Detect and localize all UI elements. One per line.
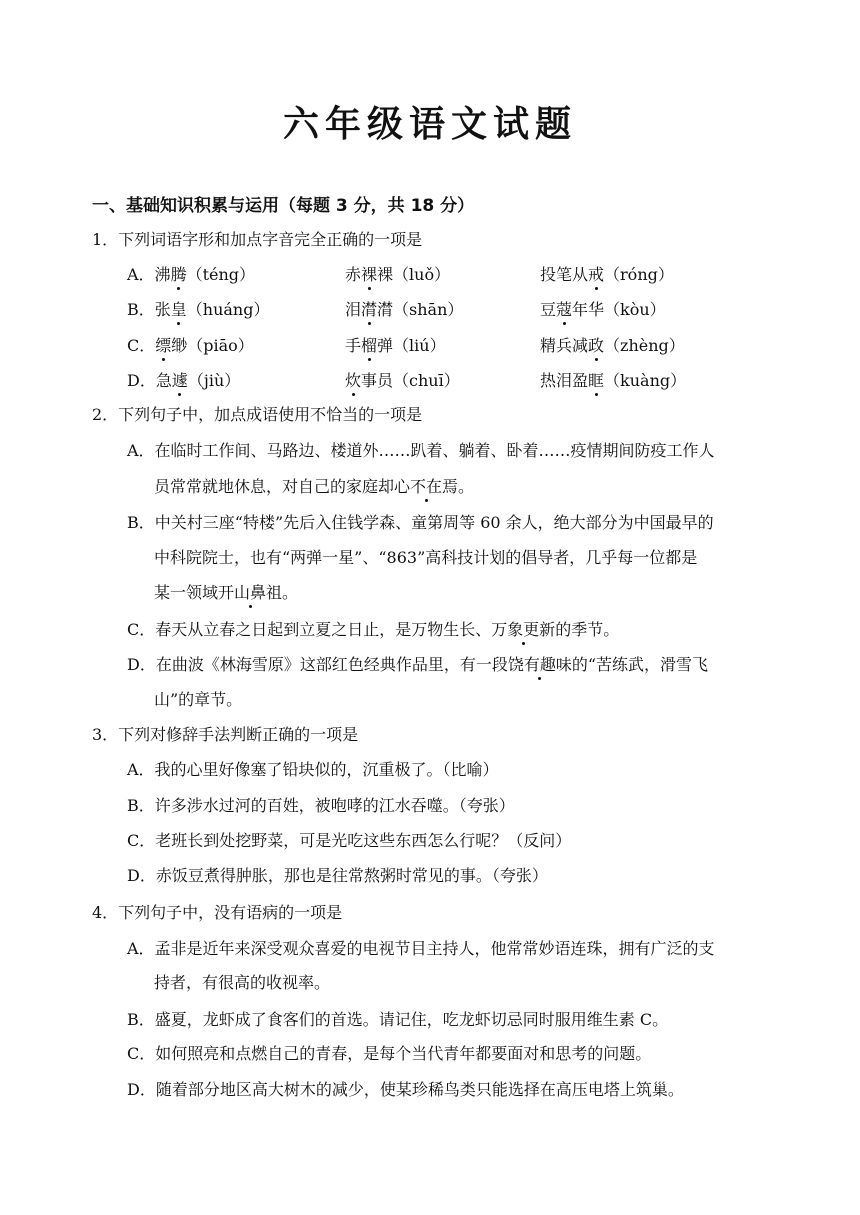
q1-option-a-3: 投笔从戒（róng） [540, 265, 674, 284]
q1-option-b-1: B．张皇（huáng） [127, 300, 270, 319]
q2-option-b-line3: 某一领域开山鼻祖。 [154, 583, 299, 602]
q3-option-d: D．赤饭豆煮得肿胀，那也是往常熬粥时常见的事。（夸张） [127, 866, 548, 885]
page-title: 六年级语文试题 [282, 104, 577, 145]
q1-option-d-1: D．急遽（jiù） [127, 371, 241, 390]
question-3-stem: 3．下列对修辞手法判断正确的一项是 [92, 725, 359, 744]
section-heading: 一、基础知识积累与运用（每题 3 分，共 18 分） [92, 196, 475, 216]
q1-option-c-1: C．缥缈（piāo） [127, 336, 254, 355]
q2-option-b-line1: B．中关村三座“特楼”先后入住钱学森、童第周等 60 余人，绝大部分为中国最早的 [127, 513, 714, 532]
q4-option-c: C．如何照亮和点燃自己的青春，是每个当代青年都要面对和思考的问题。 [127, 1044, 652, 1063]
q1-option-d-2: 炊事员（chuī） [345, 371, 460, 390]
q4-option-a-line1: A．孟非是近年来深受观众喜爱的电视节目主持人，他常常妙语连珠，拥有广泛的支 [127, 939, 715, 958]
q1-option-b-2: 泪潸潸（shān） [345, 300, 464, 319]
q3-option-a: A．我的心里好像塞了铅块似的，沉重极了。（比喻） [127, 760, 499, 779]
q1-option-c-2: 手榴弹（liú） [345, 336, 446, 355]
q2-option-d-line2: 山”的章节。 [154, 690, 243, 709]
q1-option-d-3: 热泪盈眶（kuàng） [540, 371, 687, 390]
q2-option-c: C．春天从立春之日起到立夏之日止，是万物生长、万象更新的季节。 [127, 620, 620, 639]
q1-option-b-3: 豆蔻年华（kòu） [540, 300, 666, 319]
q4-option-b: B．盛夏，龙虾成了食客们的首选。请记住，吃龙虾切忌同时服用维生素 C。 [127, 1010, 669, 1029]
q4-option-d: D．随着部分地区高大树木的减少，使某珍稀鸟类只能选择在高压电塔上筑巢。 [127, 1080, 684, 1099]
q2-option-a-line2: 员常常就地休息，对自己的家庭却心不在焉。 [154, 477, 475, 496]
question-2-stem: 2．下列句子中，加点成语使用不恰当的一项是 [92, 405, 423, 424]
q1-option-a-2: 赤裸裸（luǒ） [345, 265, 451, 284]
question-4-stem: 4．下列句子中，没有语病的一项是 [92, 903, 343, 922]
q1-option-a-1: A．沸腾（téng） [127, 265, 256, 284]
question-1-stem: 1．下列词语字形和加点字音完全正确的一项是 [92, 230, 423, 249]
q1-option-c-3: 精兵减政（zhèng） [540, 336, 685, 355]
q2-option-a-line1: A．在临时工作间、马路边、楼道外……趴着、躺着、卧着……疫情期间防疫工作人 [127, 441, 715, 460]
q2-option-d-line1: D．在曲波《林海雪原》这部红色经典作品里，有一段饶有趣味的“苦练武，滑雪飞 [127, 655, 709, 674]
q3-option-b: B．许多涉水过河的百姓，被咆哮的江水吞噬。（夸张） [127, 796, 515, 815]
q2-option-b-line2: 中科院院士，也有“两弹一星”、“863”高科技计划的倡导者，几乎每一位都是 [154, 548, 698, 567]
q4-option-a-line2: 持者，有很高的收视率。 [154, 973, 331, 992]
q3-option-c: C．老班长到处挖野菜，可是光吃这些东西怎么行呢？（反问） [127, 831, 572, 850]
